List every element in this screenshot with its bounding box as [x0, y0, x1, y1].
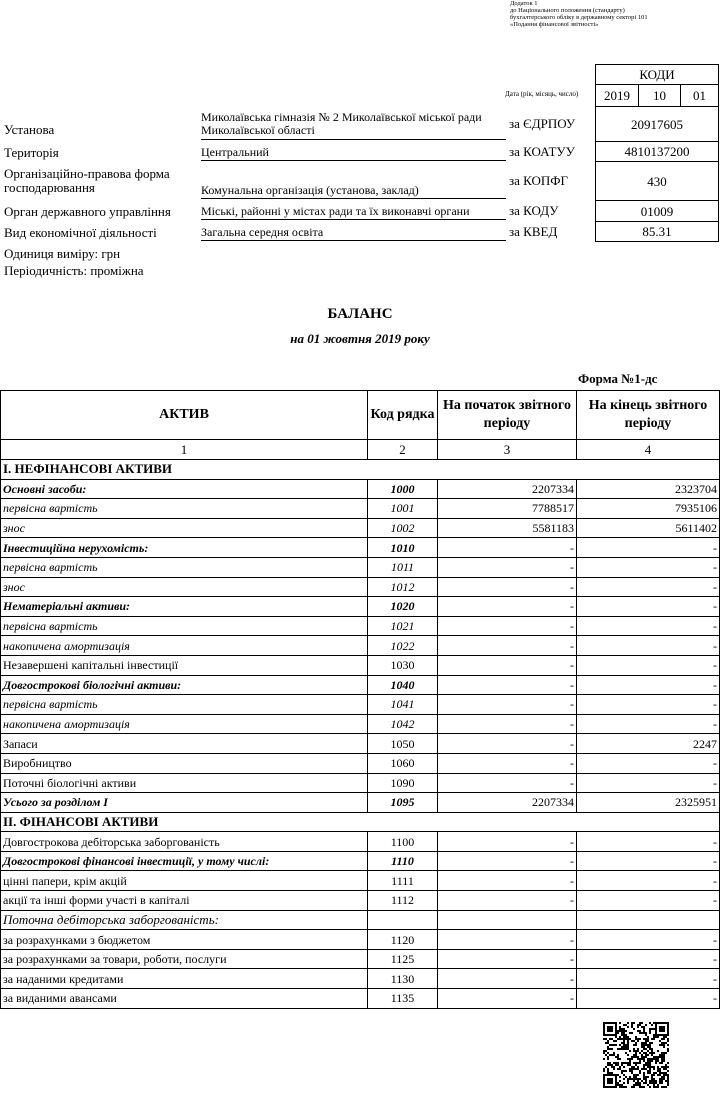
table-row — [1, 499, 720, 519]
row-label: Інвестиційна нерухомість: — [1, 538, 368, 558]
info-value-territory: Центральний — [201, 146, 506, 161]
row-end-value — [577, 910, 720, 930]
row-label: первісна вартість — [1, 557, 368, 577]
row-code: 1111 — [368, 871, 438, 891]
column-number: 4 — [577, 440, 720, 460]
date-day: 01 — [680, 84, 719, 107]
table-row — [1, 851, 720, 871]
row-label: знос — [1, 577, 368, 597]
code-label-koatuu: за КОАТУУ — [509, 144, 575, 159]
table-row — [1, 597, 720, 617]
row-label: за розрахунками за товари, роботи, послуги — [1, 949, 368, 969]
row-end-value: - — [577, 714, 720, 734]
table-row — [1, 577, 720, 597]
code-kodu: 01009 — [595, 200, 719, 222]
row-end-value: 2325951 — [577, 793, 720, 813]
row-label: Довгострокова дебіторська заборгованість — [1, 832, 368, 852]
row-end-value: - — [577, 851, 720, 871]
code-kopfg: 430 — [595, 161, 719, 201]
table-row — [1, 655, 720, 675]
row-code: 1130 — [368, 969, 438, 989]
row-code: 1021 — [368, 616, 438, 636]
row-start-value: 2207334 — [438, 793, 577, 813]
info-label-territory: Територія — [4, 145, 59, 160]
row-start-value: - — [438, 832, 577, 852]
code-kved: 85.31 — [595, 221, 719, 242]
document-date: на 01 жовтня 2019 року — [290, 331, 430, 346]
row-code — [368, 910, 438, 930]
header-asset: АКТИВ — [1, 391, 368, 440]
table-row — [1, 675, 720, 695]
row-end-value: 2247 — [577, 734, 720, 754]
balance-table — [0, 390, 720, 1009]
row-start-value — [438, 910, 577, 930]
code-label-kodu: за КОДУ — [509, 203, 559, 218]
row-code: 1041 — [368, 695, 438, 715]
row-label: Незавершені капітальні інвестиції — [1, 655, 368, 675]
row-start-value: 2207334 — [438, 479, 577, 499]
info-label-activity: Вид економічної діяльності — [4, 225, 157, 240]
row-code: 1040 — [368, 675, 438, 695]
row-end-value: - — [577, 557, 720, 577]
appendix-line: до Національного положення (стандарту) — [510, 7, 625, 14]
row-end-value: 7935106 — [577, 499, 720, 519]
row-end-value: - — [577, 949, 720, 969]
row-start-value: - — [438, 557, 577, 577]
column-number: 2 — [368, 440, 438, 460]
row-code: 1011 — [368, 557, 438, 577]
row-end-value: - — [577, 930, 720, 950]
form-number: Форма №1-дс — [578, 371, 658, 386]
info-label-legal-form: Організаційно-правова форма господарювання — [4, 166, 170, 195]
row-label: первісна вартість — [1, 499, 368, 519]
table-row — [1, 969, 720, 989]
table-row — [1, 636, 720, 656]
row-code: 1002 — [368, 518, 438, 538]
row-label: накопичена амортизація — [1, 714, 368, 734]
code-label-kopfg: за КОПФГ — [509, 173, 569, 188]
row-start-value: - — [438, 949, 577, 969]
table-header-row — [1, 391, 720, 440]
header-end: На кінець звітного періоду — [577, 391, 720, 440]
row-code: 1090 — [368, 773, 438, 793]
row-start-value: - — [438, 655, 577, 675]
column-number: 3 — [438, 440, 577, 460]
row-end-value: - — [577, 597, 720, 617]
column-number: 1 — [1, 440, 368, 460]
row-label: Основні засоби: — [1, 479, 368, 499]
unit-of-measure: Одиниця виміру: грн — [4, 246, 121, 261]
section-title: ІІ. ФІНАНСОВІ АКТИВИ — [1, 812, 720, 832]
row-label: первісна вартість — [1, 695, 368, 715]
table-row — [1, 616, 720, 636]
table-row — [1, 891, 720, 911]
appendix-line: Додаток 1 — [510, 0, 538, 7]
table-row — [1, 949, 720, 969]
row-end-value: - — [577, 891, 720, 911]
row-code: 1135 — [368, 989, 438, 1009]
row-end-value: - — [577, 773, 720, 793]
row-code: 1030 — [368, 655, 438, 675]
info-value-institution: Миколаївська гімназія № 2 Миколаївської міської ради Миколаївської області — [201, 111, 506, 140]
row-end-value: - — [577, 655, 720, 675]
row-label: Виробництво — [1, 753, 368, 773]
info-value-legal-form: Комунальна організація (установа, заклад) — [201, 184, 506, 199]
appendix-line: «Подання фінансової звітності» — [510, 21, 599, 28]
row-code: 1120 — [368, 930, 438, 950]
row-label: акції та інші форми участі в капіталі — [1, 891, 368, 911]
table-row — [1, 773, 720, 793]
row-code: 1012 — [368, 577, 438, 597]
row-code: 1050 — [368, 734, 438, 754]
document-title: БАЛАНС — [327, 306, 393, 322]
table-row — [1, 871, 720, 891]
row-start-value: - — [438, 597, 577, 617]
table-row — [1, 793, 720, 813]
table-row — [1, 714, 720, 734]
row-label: первісна вартість — [1, 616, 368, 636]
row-start-value: - — [438, 734, 577, 754]
section-title: І. НЕФІНАНСОВІ АКТИВИ — [1, 460, 720, 480]
row-start-value: - — [438, 714, 577, 734]
row-start-value: - — [438, 891, 577, 911]
section-header-row — [1, 812, 720, 832]
row-end-value: - — [577, 871, 720, 891]
code-koatuu: 4810137200 — [595, 141, 719, 162]
row-start-value: - — [438, 538, 577, 558]
row-end-value: 2323704 — [577, 479, 720, 499]
row-start-value: - — [438, 989, 577, 1009]
qr-code-icon — [603, 1022, 669, 1088]
row-label: Запаси — [1, 734, 368, 754]
row-label: Поточна дебіторська заборгованість: — [1, 910, 368, 930]
row-label: за виданими авансами — [1, 989, 368, 1009]
row-code: 1100 — [368, 832, 438, 852]
row-end-value: - — [577, 538, 720, 558]
row-start-value: 5581183 — [438, 518, 577, 538]
row-start-value: - — [438, 773, 577, 793]
code-edrpou: 20917605 — [595, 106, 719, 142]
row-end-value: - — [577, 969, 720, 989]
column-number-row — [1, 440, 720, 460]
row-code: 1060 — [368, 753, 438, 773]
date-month: 10 — [638, 84, 681, 107]
header-code: Код рядка — [368, 391, 438, 440]
section-header-row — [1, 460, 720, 480]
row-label: Нематеріальні активи: — [1, 597, 368, 617]
table-row — [1, 538, 720, 558]
table-row — [1, 910, 720, 930]
row-code: 1000 — [368, 479, 438, 499]
code-label-edrpou: за ЄДРПОУ — [509, 116, 576, 131]
row-end-value: - — [577, 616, 720, 636]
info-value-authority: Міські, районні у містах ради та їх виконавчі органи — [201, 205, 506, 220]
row-start-value: - — [438, 753, 577, 773]
row-end-value: 5611402 — [577, 518, 720, 538]
row-label: Довгострокові фінансові інвестиції, у тому числі: — [1, 851, 368, 871]
row-label: знос — [1, 518, 368, 538]
table-row — [1, 695, 720, 715]
row-end-value: - — [577, 636, 720, 656]
row-end-value: - — [577, 989, 720, 1009]
row-end-value: - — [577, 832, 720, 852]
row-start-value: - — [438, 930, 577, 950]
date-year: 2019 — [595, 84, 639, 107]
row-end-value: - — [577, 675, 720, 695]
table-row — [1, 557, 720, 577]
appendix-line: бухгалтерського обліку в державному секторі 101 — [510, 14, 648, 21]
table-row — [1, 734, 720, 754]
row-start-value: - — [438, 636, 577, 656]
row-start-value: - — [438, 851, 577, 871]
row-start-value: - — [438, 695, 577, 715]
table-row — [1, 930, 720, 950]
info-label-authority: Орган державного управління — [4, 204, 171, 219]
row-code: 1010 — [368, 538, 438, 558]
row-label: Довгострокові біологічні активи: — [1, 675, 368, 695]
row-code: 1022 — [368, 636, 438, 656]
row-start-value: - — [438, 616, 577, 636]
table-row — [1, 753, 720, 773]
date-label: Дата (рік, місяць, число) — [505, 90, 579, 98]
table-row — [1, 479, 720, 499]
row-end-value: - — [577, 577, 720, 597]
row-code: 1095 — [368, 793, 438, 813]
row-start-value: 7788517 — [438, 499, 577, 519]
row-code: 1001 — [368, 499, 438, 519]
row-label: накопичена амортизація — [1, 636, 368, 656]
info-label-institution: Установа — [4, 122, 55, 137]
row-label: цінні папери, крім акцій — [1, 871, 368, 891]
codes-header: КОДИ — [595, 64, 719, 85]
row-code: 1125 — [368, 949, 438, 969]
row-end-value: - — [577, 753, 720, 773]
row-label: за наданими кредитами — [1, 969, 368, 989]
row-start-value: - — [438, 577, 577, 597]
row-start-value: - — [438, 675, 577, 695]
appendix-note — [510, 0, 715, 28]
info-value-activity: Загальна середня освіта — [201, 226, 506, 241]
row-label: Усього за розділом І — [1, 793, 368, 813]
header-start: На початок звітного періоду — [438, 391, 577, 440]
row-label: Поточні біологічні активи — [1, 773, 368, 793]
row-end-value: - — [577, 695, 720, 715]
row-code: 1020 — [368, 597, 438, 617]
row-code: 1112 — [368, 891, 438, 911]
table-row — [1, 832, 720, 852]
table-row — [1, 518, 720, 538]
row-code: 1110 — [368, 851, 438, 871]
table-row — [1, 989, 720, 1009]
row-code: 1042 — [368, 714, 438, 734]
row-label: за розрахунками з бюджетом — [1, 930, 368, 950]
row-start-value: - — [438, 969, 577, 989]
row-start-value: - — [438, 871, 577, 891]
periodicity: Періодичність: проміжна — [4, 263, 144, 278]
code-label-kved: за КВЕД — [509, 224, 558, 239]
